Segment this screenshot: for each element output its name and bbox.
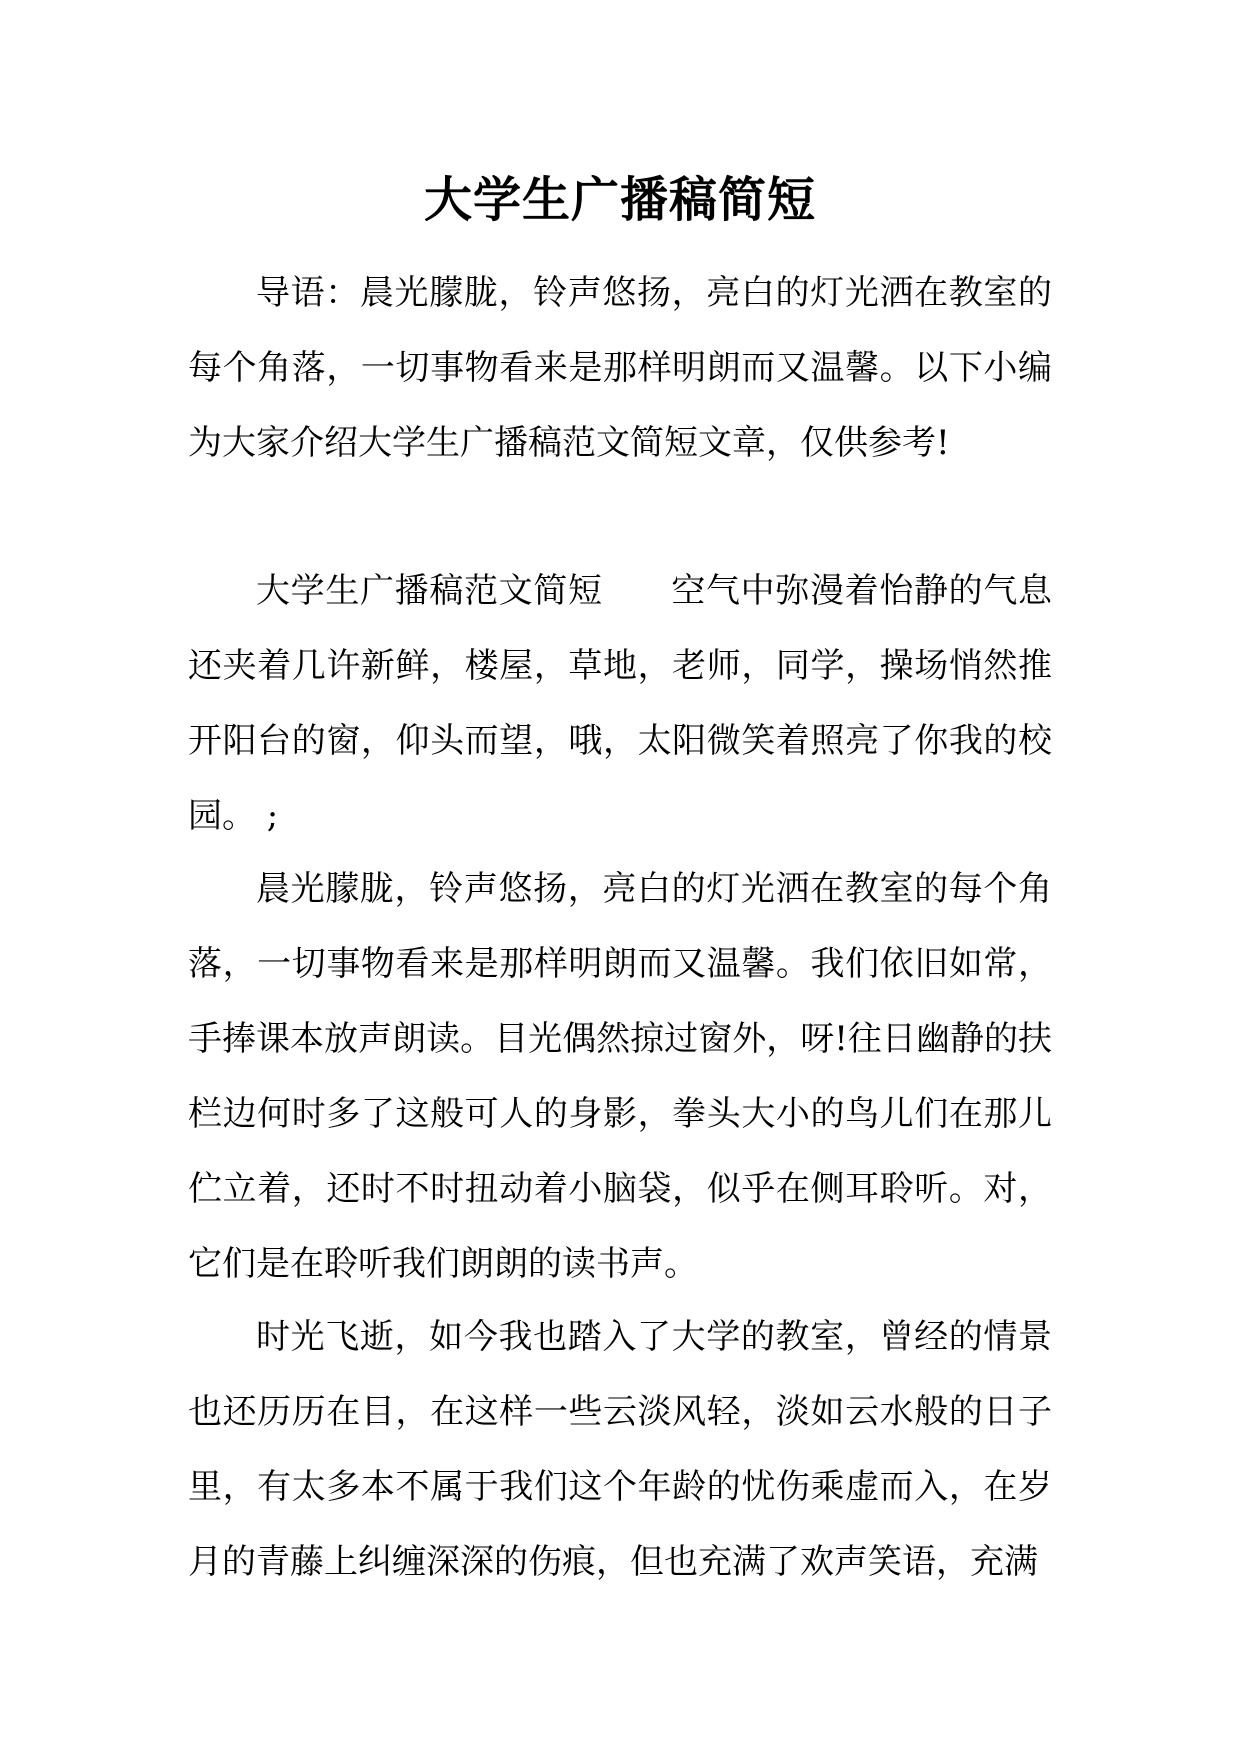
section-heading: 大学生广播稿范文简短	[256, 571, 603, 611]
paragraph-2: 晨光朦胧，铃声悠扬，亮白的灯光洒在教室的每个角落，一切事物看来是那样明朗而又温馨。我们依旧如常，手捧课本放声朗读。目光偶然掠过窗外，呀!往日幽静的扶栏边何时多了这般可人的身影，拳头大小的鸟儿们在那儿伫立着，还时不时扭动着小脑袋，似乎在侧耳聆听。对，它们是在聆听我们朗朗的读书声。	[188, 869, 1052, 1284]
intro-paragraph: 导语：晨光朦胧，铃声悠扬，亮白的灯光洒在教室的每个角落，一切事物看来是那样明朗而又温馨。以下小编为大家介绍大学生广播稿范文简短文章，仅供参考!	[188, 273, 1052, 463]
document-title: 大学生广播稿简短	[423, 172, 816, 228]
paragraph-section-start	[188, 554, 1052, 854]
paragraph-1-text: 空气中弥漫着怡静的气息还夹着几许新鲜，楼屋，草地，老师，同学，操场悄然推开阳台的窗，仰头而望，哦，太阳微笑着照亮了你我的校园。 ;	[188, 571, 1053, 836]
paragraph-3: 时光飞逝，如今我也踏入了大学的教室，曾经的情景也还历历在目，在这样一些云淡风轻，淡如云水般的日子里，有太多本不属于我们这个年龄的忧伤乘虚而入，在岁月的青藤上纠缠深深的伤痕，但也充满了欢声笑语，充满	[188, 1317, 1052, 1582]
